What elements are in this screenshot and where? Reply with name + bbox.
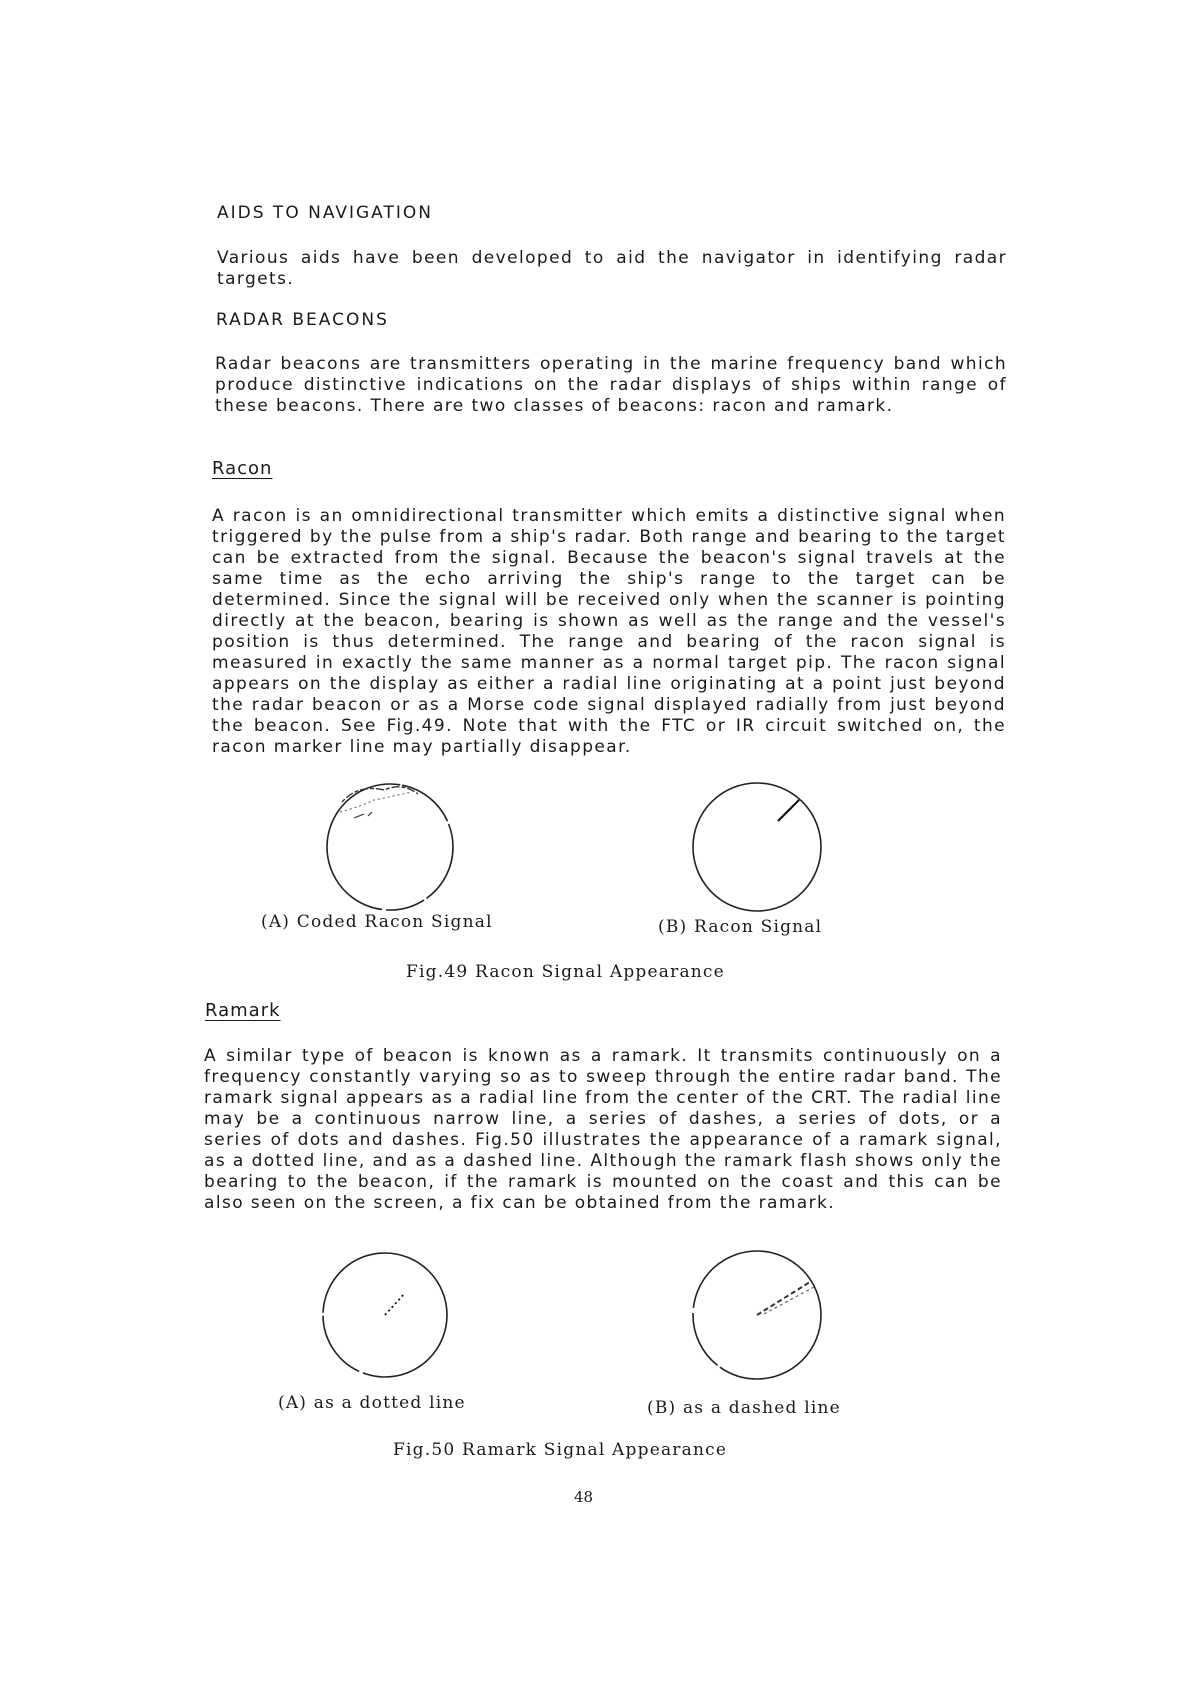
racon-heading: Racon	[212, 458, 273, 479]
fig49-racon-diagram	[682, 770, 832, 920]
intro-paragraph: Various aids have been developed to aid the navigator in identifying radar targets.	[217, 248, 1007, 289]
fig49-a-caption: (A) Coded Racon Signal	[261, 912, 493, 932]
radar-beacons-heading: RADAR BEACONS	[216, 310, 389, 330]
fig49-title: Fig.49 Racon Signal Appearance	[406, 962, 725, 982]
radar-beacons-paragraph: Radar beacons are transmitters operating in the marine frequency band which produce distinctive indications on the radar displays of ships within range of these beacons. There are two classes of beacons: racon and ramark.	[215, 354, 1007, 416]
coded-signal-arc	[342, 787, 418, 802]
coded-signal-mark	[354, 812, 372, 818]
fig49-coded-racon-diagram	[310, 770, 470, 920]
fig50-b-caption: (B) as a dashed line	[647, 1398, 841, 1418]
dashed-radial-line	[764, 1287, 814, 1314]
racon-radial-line	[778, 800, 799, 821]
racon-paragraph: A racon is an omnidirectional transmitter which emits a distinctive signal when triggered by the pulse from a ship's radar. Both range and bearing to the target can be extracted from the signal. Because the beacon's signal travels at the same time as the echo arriving the ship's range to the target can be determined. Since the signal will be received only when the scanner is pointing directly at the beacon, bearing is shown as well as the range and the vessel's position is thus determined. The range and bearing of the racon signal is measured in exactly the same manner as a normal target pip. The racon signal appears on the display as either a radial line originating at a point just beyond the radar beacon or as a Morse code signal displayed radially from just beyond the beacon. See Fig.49. Note that with the FTC or IR circuit switched on, the racon marker line may partially disappear.	[212, 506, 1006, 757]
page-number: 48	[574, 1488, 594, 1506]
fig50-a-caption: (A) as a dotted line	[278, 1393, 466, 1413]
section-title: AIDS TO NAVIGATION	[217, 203, 433, 223]
fig49-b-caption: (B) Racon Signal	[658, 917, 823, 937]
dashed-radial-line	[757, 1282, 810, 1315]
fig50-dotted-line-diagram	[310, 1240, 460, 1390]
ramark-heading: Ramark	[205, 1000, 281, 1021]
ramark-paragraph: A similar type of beacon is known as a ramark. It transmits continuously on a frequency constantly varying so as to sweep through the entire radar band. The ramark signal appears as a radial line from the center of the CRT. The radial line may be a continuous narrow line, a series of dashes, a series of dots, or a series of dots and dashes. Fig.50 illustrates the appearance of a ramark signal, as a dotted line, and as a dashed line. Although the ramark flash shows only the bearing to the beacon, if the ramark is mounted on the coast and this can be also seen on the screen, a fix can be obtained from the ramark.	[204, 1046, 1002, 1213]
dotted-radial-line	[385, 1293, 405, 1315]
fig50-dashed-line-diagram	[682, 1240, 832, 1390]
radar-display-circle	[693, 783, 821, 911]
fig50-title: Fig.50 Ramark Signal Appearance	[393, 1440, 728, 1460]
radar-display-circle	[327, 784, 453, 910]
